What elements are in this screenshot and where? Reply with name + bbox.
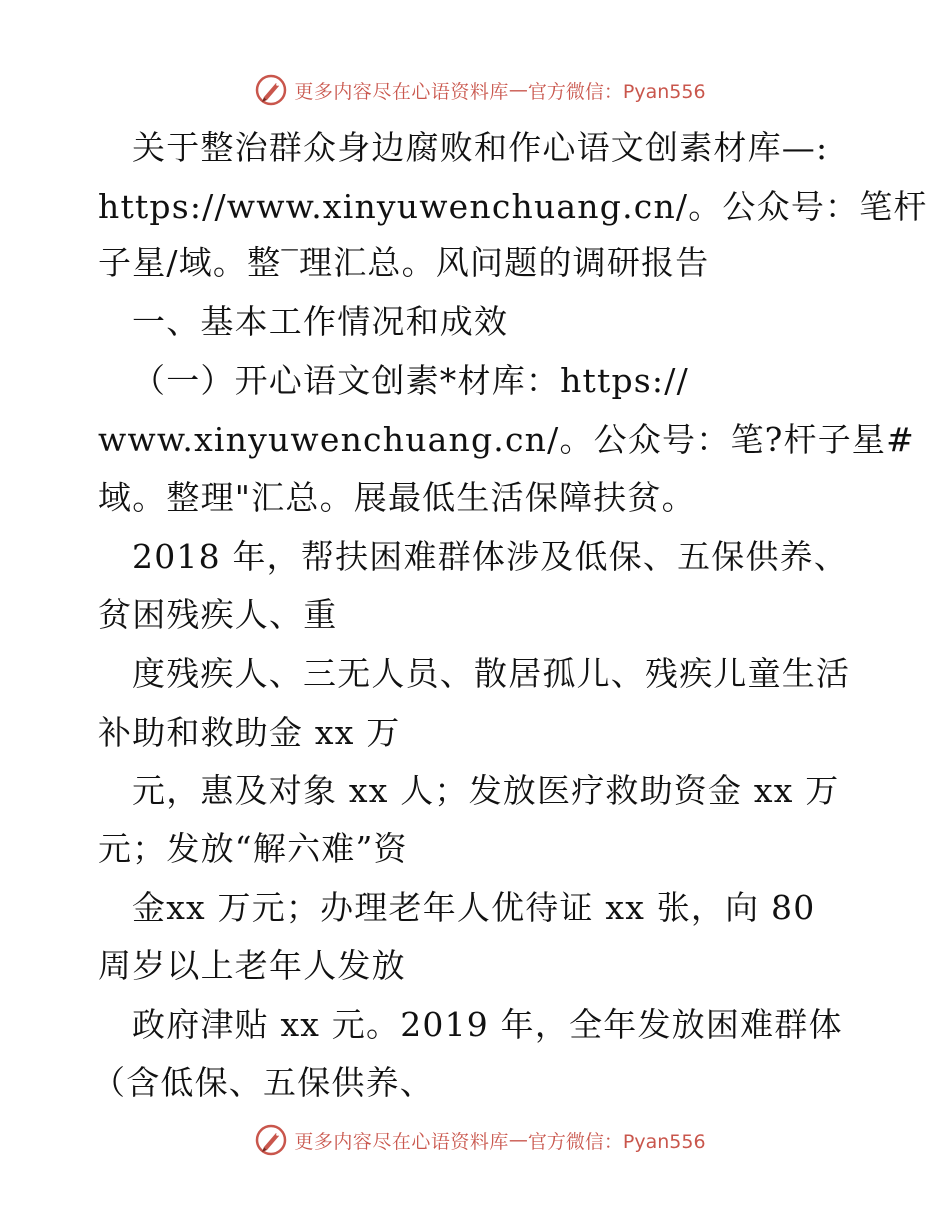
body-line: 政府津贴 xx 元。2019 年，全年发放困难群体 [132,1005,843,1044]
banner-brand-text: 更多内容尽在心语资料库 [294,1130,509,1153]
body-line: 关于整治群众身边腐败和作心语文创素材库—: [132,128,829,167]
body-line: 周岁以上老年人发放 [98,946,406,985]
body-line: 度残疾人、三无人员、散居孤儿、残疾儿童生活 [132,654,851,693]
banner-brand-text: 更多内容尽在心语资料库 [294,80,509,103]
pen-logo-icon [254,1123,288,1157]
banner-contact-text: 官方微信：Pyan556 [527,1130,706,1153]
body-line: 补助和救助金 xx 万 [98,713,401,752]
body-line: 元；发放“解六难”资 [98,829,408,868]
header-banner [0,70,950,110]
footer-banner [0,1120,950,1160]
section-heading: 一、基本工作情况和成效 [132,302,509,341]
body-line: 2018 年，帮扶困难群体涉及低保、五保供养、 [132,537,849,576]
body-line: 子星/域。整‾理汇总。风问题的调研报告 [98,243,710,282]
body-line: 域。整理"汇总。展最低生活保障扶贫。 [98,478,696,517]
body-line: www.xinyuwenchuang.cn/。公众号：笔?杆子星# [98,420,915,459]
body-line: （一）开心语文创素*材库：https:// [132,361,689,400]
banner-separator: — [508,79,528,101]
pen-logo-icon [254,73,288,107]
body-line: 元，惠及对象 xx 人；发放医疗救助资金 xx 万 [132,771,840,810]
body-line: https://www.xinyuwenchuang.cn/。公众号：笔杆 [98,187,928,226]
body-line: （含低保、五保供养、 [92,1063,434,1102]
banner-separator: — [508,1129,528,1151]
body-line: 金xx 万元；办理老年人优待证 xx 张，向 80 [132,888,816,927]
body-line: 贫困残疾人、重 [98,595,338,634]
banner-contact-text: 官方微信：Pyan556 [527,80,706,103]
